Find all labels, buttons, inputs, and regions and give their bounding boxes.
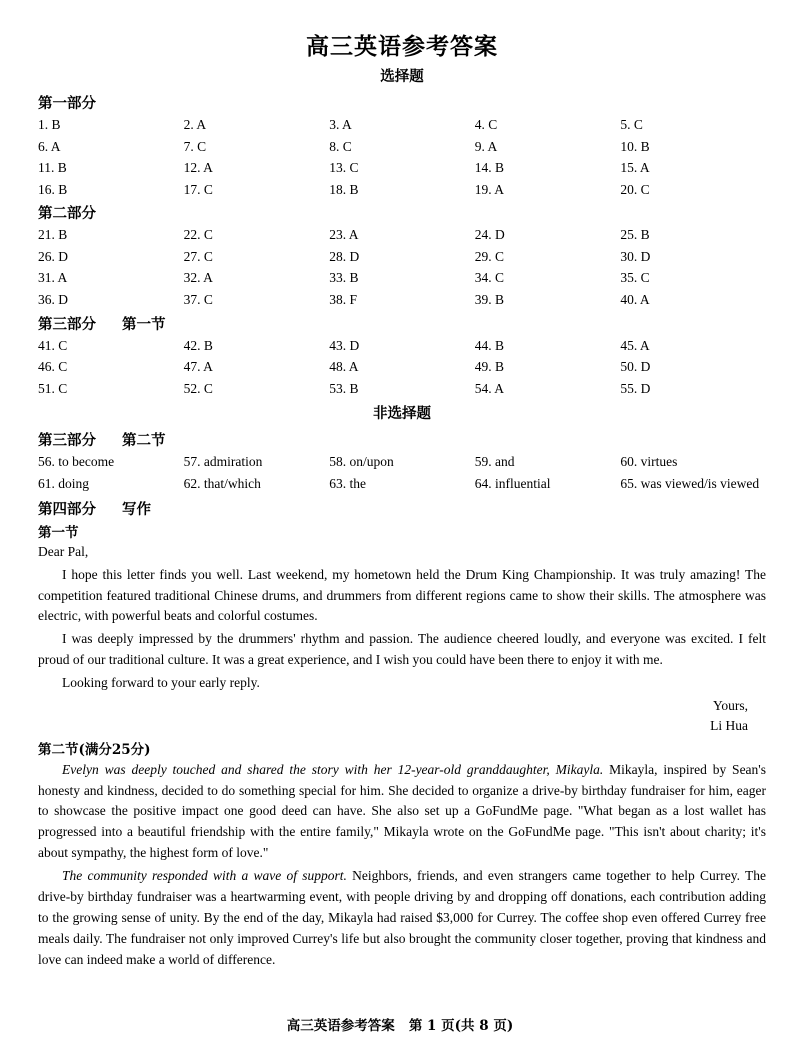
letter-paragraph-2: I was deeply impressed by the drummers' rhythm and passion. The audience cheered loudly, and everyone was excited. I felt proud of our traditional culture. It was a great experience, and I wish you could have been there to enjoy it with me. bbox=[38, 631, 766, 668]
answer-cell: 47. A bbox=[183, 359, 213, 375]
fill-answer-cell: 63. the bbox=[329, 476, 366, 492]
answer-cell: 6. A bbox=[38, 138, 61, 154]
answer-cell: 7. C bbox=[183, 138, 207, 154]
answer-cell: 15. A bbox=[620, 160, 650, 176]
answer-cell: 5. C bbox=[620, 117, 643, 132]
subjective-section-heading: 非选择题 bbox=[373, 405, 431, 423]
answer-row bbox=[38, 336, 766, 356]
answer-cell: 16. B bbox=[38, 181, 68, 197]
answer-cell: 24. D bbox=[474, 227, 505, 243]
page-footer bbox=[0, 1014, 800, 1034]
answer-cell: 52. C bbox=[183, 380, 213, 396]
answer-cell: 12. A bbox=[183, 160, 213, 176]
answer-row bbox=[38, 115, 766, 135]
answer-cell: 29. C bbox=[474, 248, 505, 264]
continuation-paragraph-1 bbox=[38, 760, 766, 865]
answer-cell: 23. A bbox=[329, 227, 359, 243]
answer-row bbox=[38, 247, 766, 267]
answer-cell: 38. F bbox=[329, 291, 357, 307]
letter-salutation: Dear Pal, bbox=[38, 543, 89, 559]
answer-cell: 30. D bbox=[620, 248, 651, 264]
answer-cell: 21. B bbox=[38, 227, 68, 243]
writing-section-two-label: 第二节(满分25分) bbox=[38, 741, 151, 758]
footer-title: 高三英语参考答案 bbox=[286, 1018, 395, 1034]
letter-closing: Yours, bbox=[712, 698, 748, 714]
answer-cell: 48. A bbox=[329, 359, 359, 375]
answer-cell: 1. B bbox=[38, 117, 61, 132]
answer-cell: 19. A bbox=[474, 181, 505, 197]
answer-row bbox=[38, 357, 766, 377]
answer-cell: 20. C bbox=[620, 181, 650, 197]
footer-page-number: 第 1 页(共 8 页) bbox=[408, 1018, 514, 1034]
continuation-lead-sentence-2: The community responded with a wave of support. bbox=[62, 868, 347, 884]
answer-cell: 31. A bbox=[38, 270, 68, 286]
continuation-rest-1: Mikayla, inspired by Sean's honesty and kindness, decided to do something special for him. She decided to organize a drive-by birthday fundraiser for him, eager to showcase the positive impact one good deed can have. She also set up a GoFundMe page. "What began as a lost wallet has progressed into a beautiful friendship with the entire family," Mikayla wrote on the GoFundMe page. "This isn't about charity; it's about sympathy, the highest form of love." bbox=[38, 761, 766, 861]
answer-cell: 8. C bbox=[329, 138, 352, 154]
answer-cell: 22. C bbox=[183, 227, 213, 243]
page-title: 高三英语参考答案 bbox=[306, 33, 498, 60]
answer-cell: 54. A bbox=[474, 380, 505, 396]
answer-cell: 42. B bbox=[183, 337, 213, 353]
fill-answer-cell: 60. virtues bbox=[620, 454, 678, 470]
part-four-heading bbox=[38, 498, 766, 519]
continuation-paragraph-2 bbox=[38, 866, 766, 971]
answer-cell: 37. C bbox=[183, 291, 213, 307]
part-four-label: 第四部分 bbox=[38, 500, 96, 518]
answer-cell: 2. A bbox=[183, 117, 207, 132]
answer-row bbox=[38, 379, 766, 399]
part-three-label-2: 第三部分 bbox=[38, 432, 96, 450]
part-one-label: 第一部分 bbox=[38, 95, 96, 112]
answer-cell: 26. D bbox=[38, 248, 68, 264]
answer-cell: 11. B bbox=[38, 160, 67, 176]
answer-row bbox=[38, 268, 766, 288]
fill-answer-cell: 62. that/which bbox=[183, 476, 261, 492]
letter-paragraph-3: Looking forward to your early reply. bbox=[62, 675, 260, 691]
writing-section-one-label: 第一节 bbox=[38, 524, 79, 541]
answer-cell: 27. C bbox=[183, 248, 213, 264]
answer-cell: 32. A bbox=[183, 270, 213, 286]
continuation-lead-sentence-1: Evelyn was deeply touched and shared the story with her 12-year-old granddaughter, Mikayla. bbox=[62, 761, 604, 777]
answer-cell: 43. D bbox=[329, 337, 360, 353]
answer-cell: 39. B bbox=[474, 291, 505, 307]
answer-cell: 40. A bbox=[620, 291, 650, 307]
answer-cell: 49. B bbox=[474, 359, 505, 375]
fill-answer-cell: 65. was viewed/is viewed bbox=[620, 476, 760, 492]
part-three-sub-label-2: 第二节 bbox=[122, 432, 166, 450]
answer-cell: 13. C bbox=[329, 160, 359, 176]
part-two-heading bbox=[38, 202, 766, 223]
answer-cell: 34. C bbox=[474, 270, 505, 286]
answer-cell: 53. B bbox=[329, 380, 359, 396]
answer-cell: 50. D bbox=[620, 359, 651, 375]
continuation-rest-2: Neighbors, friends, and even strangers came together to help Currey. The drive-by birthday fundraiser was a heartwarming event, with people driving by and dropping off donations, each contribution adding to the growing sense of unity. By the end of the day, Mikayla had raised $3,000 for Currey. The coffee shop even offered Currey free meals daily. The fundraiser not only improved Currey's life but also brought the community closer together, proving that kindness and love can indeed make a world of difference. bbox=[38, 868, 766, 967]
answer-cell: 3. A bbox=[329, 117, 352, 132]
answer-row bbox=[38, 180, 766, 200]
fill-answer-row bbox=[38, 452, 766, 472]
part-two-label: 第二部分 bbox=[38, 205, 96, 223]
part-three-sub-label: 第一节 bbox=[122, 315, 166, 333]
part-three-section-one-heading bbox=[38, 313, 766, 334]
answer-cell: 36. D bbox=[38, 291, 68, 307]
answer-cell: 10. B bbox=[620, 138, 650, 154]
answer-row bbox=[38, 137, 766, 157]
answer-cell: 28. D bbox=[329, 248, 360, 264]
fill-answer-cell: 58. on/upon bbox=[329, 454, 394, 470]
answer-cell: 35. C bbox=[620, 270, 650, 286]
answer-row bbox=[38, 290, 766, 310]
letter-signature: Li Hua bbox=[710, 718, 748, 734]
answer-cell: 45. A bbox=[620, 337, 650, 353]
answer-cell: 14. B bbox=[474, 160, 505, 176]
answer-row bbox=[38, 158, 766, 178]
fill-answer-row bbox=[38, 474, 766, 494]
answer-cell: 33. B bbox=[329, 270, 359, 286]
answer-cell: 55. D bbox=[620, 380, 651, 396]
fill-answer-cell: 59. and bbox=[474, 454, 515, 470]
answer-cell: 4. C bbox=[474, 117, 498, 132]
answer-cell: 51. C bbox=[38, 380, 68, 396]
answer-cell: 46. C bbox=[38, 359, 68, 375]
fill-answer-cell: 64. influential bbox=[474, 476, 551, 492]
part-three-label: 第三部分 bbox=[38, 315, 96, 333]
fill-answer-cell: 56. to become bbox=[38, 454, 115, 470]
answer-cell: 9. A bbox=[474, 138, 498, 154]
fill-answer-cell: 57. admiration bbox=[183, 454, 263, 470]
answer-cell: 25. B bbox=[620, 227, 650, 243]
answer-cell: 44. B bbox=[474, 337, 505, 353]
answer-cell: 17. C bbox=[183, 181, 213, 197]
letter-paragraph-1: I hope this letter finds you well. Last weekend, my hometown held the Drum King Championship. It was truly amazing! The competition featured traditional Chinese drums, and drummers from different regions came to show their skills. The atmosphere was electric, with powerful beats and colorful costumes. bbox=[38, 566, 766, 624]
fill-answer-cell: 61. doing bbox=[38, 476, 90, 492]
part-one-heading bbox=[38, 92, 766, 113]
objective-section-heading: 选择题 bbox=[380, 68, 424, 85]
answer-cell: 18. B bbox=[329, 181, 359, 197]
answer-row bbox=[38, 225, 766, 245]
part-three-section-two-heading bbox=[38, 429, 766, 450]
answer-cell: 41. C bbox=[38, 337, 68, 353]
part-four-sub-label: 写作 bbox=[122, 500, 151, 518]
